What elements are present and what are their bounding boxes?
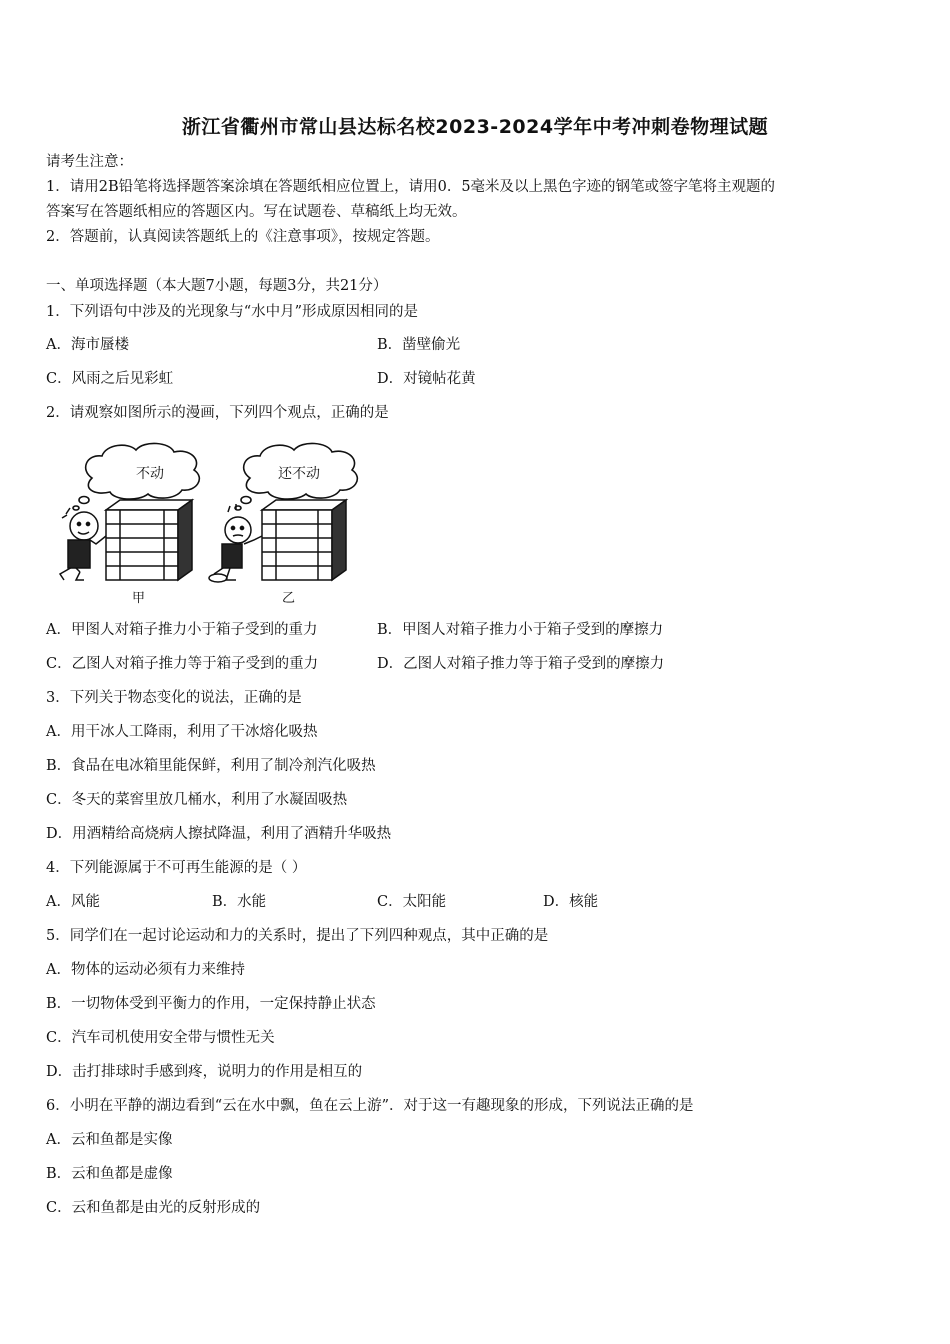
question-2-option-c: C．乙图人对箱子推力等于箱子受到的重力	[46, 656, 319, 672]
question-3-option-c: C．冬天的菜窖里放几桶水，利用了水凝固吸热	[46, 792, 348, 808]
notice-item-1-line-1: 1．请用2B铅笔将选择题答案涂填在答题纸相应位置上，请用0．5毫米及以上黑色字迹的钢笔或签字笔将主观题的	[46, 179, 776, 195]
question-6-option-a: A．云和鱼都是实像	[46, 1132, 173, 1148]
cloud-right-text: 还不动	[278, 466, 320, 482]
question-2-option-b: B．甲图人对箱子推力小于箱子受到的摩擦力	[377, 622, 664, 638]
question-6-option-c: C．云和鱼都是由光的反射形成的	[46, 1200, 261, 1216]
question-3-option-d: D．用酒精给高烧病人擦拭降温，利用了酒精升华吸热	[46, 826, 392, 842]
question-5-stem: 5．同学们在一起讨论运动和力的关系时，提出了下列四种观点，其中正确的是	[46, 928, 549, 944]
question-1-option-b: B．凿壁偷光	[377, 337, 461, 353]
question-2-option-d: D．乙图人对箱子推力等于箱子受到的摩擦力	[377, 656, 665, 672]
question-4-option-c: C．太阳能	[377, 894, 447, 910]
figure-label-right: 乙	[282, 591, 296, 606]
question-5-option-d: D．击打排球时手感到疼，说明力的作用是相互的	[46, 1064, 363, 1080]
question-1-stem: 1．下列语句中涉及的光现象与“水中月”形成原因相同的是	[46, 304, 419, 320]
question-1-option-c: C．风雨之后见彩虹	[46, 371, 174, 387]
question-3-option-b: B．食品在电冰箱里能保鲜，利用了制冷剂汽化吸热	[46, 758, 376, 774]
notice-item-2: 2．答题前，认真阅读答题纸上的《注意事项》，按规定答题。	[46, 229, 440, 245]
page-title: 浙江省衢州市常山县达标名校2023-2024学年中考冲刺卷物理试题	[181, 116, 769, 138]
question-4-option-b: B．水能	[212, 894, 267, 910]
question-1-option-d: D．对镜帖花黄	[377, 371, 476, 387]
question-2-stem: 2．请观察如图所示的漫画，下列四个观点，正确的是	[46, 405, 389, 421]
question-6-stem: 6．小明在平静的湖边看到“云在水中飘，鱼在云上游”．对于这一有趣现象的形成，下列说法正确的是	[46, 1098, 694, 1114]
notice-heading: 请考生注意：	[46, 154, 133, 170]
question-3-option-a: A．用干冰人工降雨，利用了干冰熔化吸热	[46, 724, 318, 740]
figure-label-left: 甲	[132, 591, 146, 606]
crate-right	[262, 500, 346, 580]
cartoon-figure	[50, 440, 390, 610]
question-1-option-a: A．海市蜃楼	[46, 337, 129, 353]
crate-left	[106, 500, 192, 580]
question-4-stem: 4．下列能源属于不可再生能源的是（ ）	[46, 860, 307, 876]
person-right	[209, 504, 262, 582]
notice-item-1-line-2: 答案写在答题纸相应的答题区内。写在试题卷、草稿纸上均无效。	[46, 204, 467, 220]
person-left	[60, 508, 106, 580]
cloud-left-text: 不动	[136, 466, 164, 482]
question-6-option-b: B．云和鱼都是虚像	[46, 1166, 173, 1182]
question-5-option-a: A．物体的运动必须有力来维持	[46, 962, 245, 978]
section-heading: 一、单项选择题（本大题7小题，每题3分，共21分）	[46, 278, 388, 294]
question-2-option-a: A．甲图人对箱子推力小于箱子受到的重力	[46, 622, 318, 638]
question-4-option-a: A．风能	[46, 894, 100, 910]
question-5-option-c: C．汽车司机使用安全带与惯性无关	[46, 1030, 275, 1046]
question-4-option-d: D．核能	[543, 894, 599, 910]
question-3-stem: 3．下列关于物态变化的说法，正确的是	[46, 690, 302, 706]
question-5-option-b: B．一切物体受到平衡力的作用，一定保持静止状态	[46, 996, 376, 1012]
